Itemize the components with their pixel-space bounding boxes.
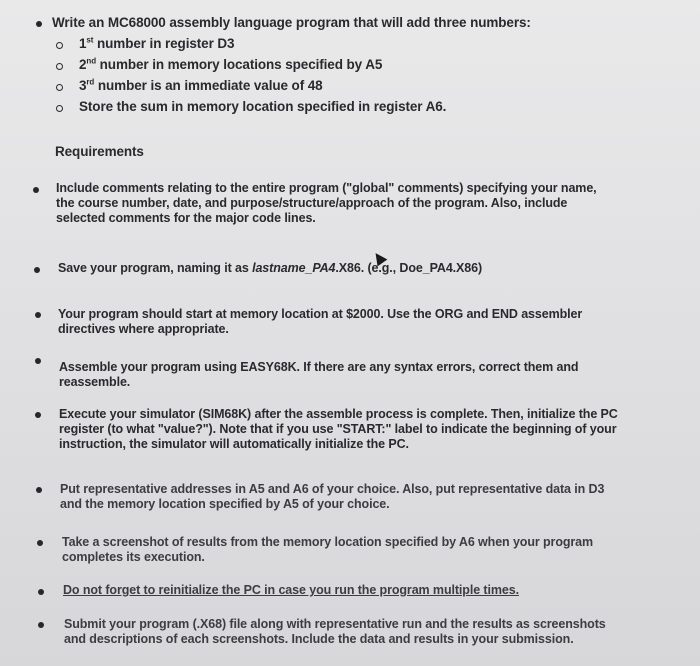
requirement-1: Include comments relating to the entire program ("global" comments) specifying your name, the course number, date, and purpose/structure/approach of the program. Also, include selected comments for the major code lines. [56,181,597,225]
bullet-dot [35,358,41,364]
bullet-dot [36,487,42,493]
bullet-dot [35,312,41,318]
requirement-9: Submit your program (.X68) file along with representative run and the results as screenshots and descriptions of each screenshots. Include the data and results in your submission. [64,617,606,646]
bullet-dot [36,21,42,27]
requirement-4: Assemble your program using EASY68K. If there are any syntax errors, correct them and reassemble. [59,360,579,389]
bullet-dot [38,622,44,628]
requirements-heading: Requirements [55,144,144,159]
bullet-dot [38,589,44,595]
sub-item-4: Store the sum in memory location specified in register A6. [79,99,447,114]
bullet-dot [37,540,43,546]
sub-item-1: 1st number in register D3 [79,35,235,51]
sub-bullet-circle [56,84,63,91]
bullet-dot [35,412,41,418]
requirement-2: Save your program, naming it as lastname_PA4.X86. (e.g., Doe_PA4.X86) [58,261,483,275]
requirement-6: Put representative addresses in A5 and A6 of your choice. Also, put representative data in D3 and the memory location specified by A5 of your choice. [60,482,605,511]
requirement-3: Your program should start at memory location at $2000. Use the ORG and END assembler directives where appropriate. [58,307,583,336]
requirement-5: Execute your simulator (SIM68K) after the assemble process is complete. Then, initialize the PC register (to what "value?"). Note that if you use "START:" label to indicate the beginning of your instruction, the simulator will automatically initialize the PC. [59,407,618,451]
sub-bullet-circle [56,63,63,70]
bullet-dot [33,187,39,193]
intro-title: Write an MC68000 assembly language program that will add three numbers: [52,15,531,30]
sub-bullet-circle [56,42,63,49]
sub-item-3: 3rd number is an immediate value of 48 [79,77,323,93]
sub-bullet-circle [56,105,63,112]
requirement-8: Do not forget to reinitialize the PC in case you run the program multiple times. [63,583,519,597]
requirement-7: Take a screenshot of results from the memory location specified by A6 when your program completes its execution. [62,535,594,564]
bullet-dot [34,267,40,273]
sub-item-2: 2nd number in memory locations specified by A5 [79,56,383,72]
